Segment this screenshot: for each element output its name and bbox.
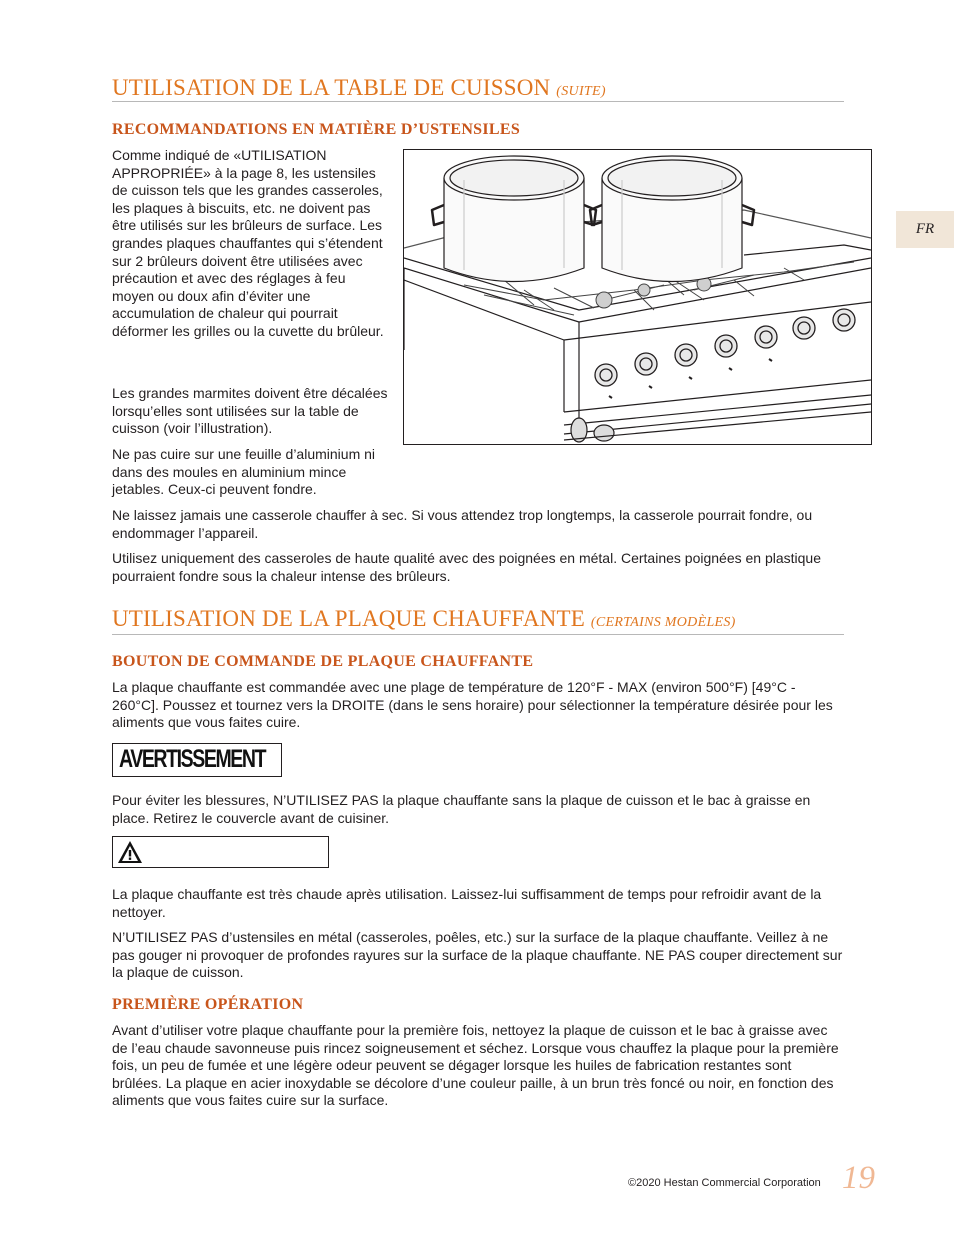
paragraph: La plaque chauffante est commandée avec une plage de température de 120°F - MAX (environ 500°F) [49°C - 260°C]. Poussez et tournez vers la DROITE (dans le sens horaire) pour sélectionner la température désirée pour les aliments que vous faites cuire.: [112, 679, 833, 731]
heading-first-operation: PREMIÈRE OPÉRATION: [112, 996, 304, 1013]
section-title-griddle: [112, 606, 736, 636]
paragraph: Ne pas cuire sur une feuille d’aluminium ni dans des moules en aluminium mince jetables. Ceux-ci peuvent fondre.: [112, 446, 376, 498]
language-tab: FR: [896, 211, 954, 248]
heading-griddle-knob: BOUTON DE COMMANDE DE PLAQUE CHAUFFANTE: [112, 653, 534, 670]
warning-label-box-icon-only: [112, 836, 329, 868]
range-with-pots-drawing: [404, 150, 871, 444]
paragraph: Pour éviter les blessures, N’UTILISEZ PAS la plaque chauffante sans la plaque de cuisson et le bac à graisse en place. Retirez le couvercle avant de cuisiner.: [112, 792, 811, 826]
heading-utensils: RECOMMANDATIONS EN MATIÈRE D’USTENSILES: [112, 121, 521, 138]
paragraph: Avant d’utiliser votre plaque chauffante pour la première fois, nettoyez la plaque de cuisson et le bac à graisse avec de l’eau chaude savonneuse puis rincez soigneusement et séchez. Lorsque vous chauffez la plaque pour la première fois, un peu de fumée et une légère odeur peuvent se dégager lorsque les huiles de fabrication restantes sont brûlées. La plaque en acier inoxydable se décolore d’une couleur paille, à un brun très foncé ou noir, en fonction des aliments que vous faites cuire sur la surface.: [112, 1022, 839, 1109]
paragraph: La plaque chauffante est très chaude après utilisation. Laissez-lui suffisamment de temps pour refroidir avant de la nettoyer.: [112, 886, 822, 920]
footer-copyright: ©2020 Hestan Commercial Corporation: [628, 1177, 821, 1189]
paragraph: Ne laissez jamais une casserole chauffer à sec. Si vous attendez trop longtemps, la casserole pourrait fondre, ou endommager l’appareil.: [112, 507, 813, 541]
section-title-subtitle: (SUITE): [556, 84, 606, 99]
title-rule: [112, 634, 844, 635]
section-title-text: UTILISATION DE LA PLAQUE CHAUFFANTE: [112, 606, 585, 631]
paragraph: Comme indiqué de «UTILISATION APPROPRIÉE» à la page 8, les ustensiles de cuisson tels que les grandes casseroles, les plaques à biscuits, etc. ne doivent pas être utilisés sur les brûleurs de surface. Les grandes plaques chauffantes qui s’étendent sur 2 brûleurs doivent être utilisées avec précaution et avec des réglages à feu moyen ou doux afin d’éviter une accumulation de chaleur qui pourrait déformer les grilles ou la cuvette du brûleur.: [112, 147, 384, 339]
warning-triangle-icon: [117, 840, 143, 864]
paragraph: Les grandes marmites doivent être décalées lorsqu’elles sont utilisées sur la table de cuisson (voir l’illustration).: [112, 385, 388, 437]
page-number: 19: [842, 1160, 875, 1196]
title-rule: [112, 101, 844, 102]
warning-label-box: [112, 743, 282, 777]
section-title-subtitle: (CERTAINS MODÈLES): [590, 615, 736, 630]
paragraph: Utilisez uniquement des casseroles de haute qualité avec des poignées en métal. Certaines poignées en plastique pourraient fondre sous la chaleur intense des brûleurs.: [112, 550, 822, 584]
section-title-text: UTILISATION DE LA TABLE DE CUISSON: [112, 75, 551, 100]
paragraph: N’UTILISEZ PAS d’ustensiles en métal (casseroles, poêles, etc.) sur la surface de la plaque chauffante. Veillez à ne pas gouger ni provoquer de profondes rayures sur la surface de la plaque chauffante. NE PAS couper directement sur la plaque de cuisson.: [112, 929, 843, 981]
range-illustration: [403, 149, 872, 445]
warning-label-text: AVERTISSEMENT: [119, 745, 266, 774]
